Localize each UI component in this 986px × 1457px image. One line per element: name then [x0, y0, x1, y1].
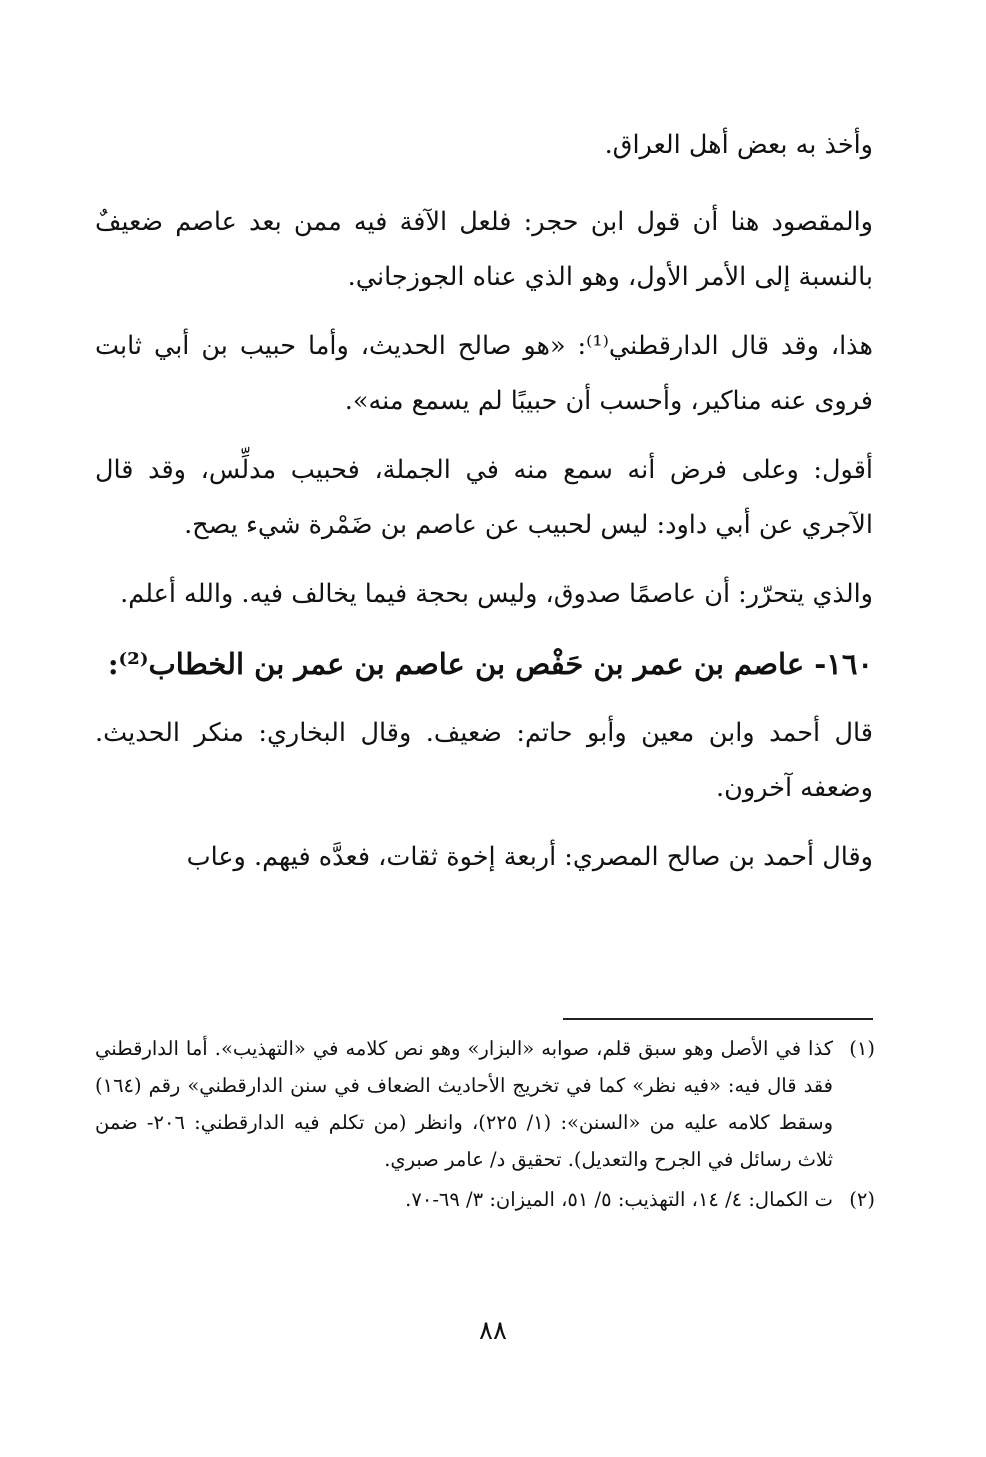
paragraph-7: وقال أحمد بن صالح المصري: أربعة إخوة ثقات، فعدَّه فيهم. وعاب [186, 842, 873, 872]
paragraph-1: وأخذ به بعض أهل العراق. [604, 130, 873, 160]
paragraph-4: أقول: وعلى فرض أنه سمع منه في الجملة، فحبيب مدلِّس، وقد قال الآجري عن أبي داود: ليس لحبيب عن عاصم بن ضَمْرة شيء يصح. [95, 455, 873, 540]
main-text [95, 118, 873, 899]
paragraph-5: والذي يتحرّر: أن عاصمًا صدوق، وليس بحجة فيما يخالف فيه. والله أعلم. [120, 579, 873, 609]
footnote-number: (١) [849, 1037, 875, 1060]
page-number: ٨٨ [479, 1316, 507, 1346]
entry-heading: ١٦٠- عاصم بن عمر بن حَفْص بن عاصم بن عمر بن الخطاب⁽²⁾: [107, 647, 873, 681]
footnotes [95, 1030, 875, 1221]
footnote-text: ت الكمال: ٤/ ١٤، التهذيب: ٥/ ٥١، الميزان: ٣/ ٦٩-٧٠. [405, 1188, 833, 1211]
paragraph-6: قال أحمد وابن معين وأبو حاتم: ضعيف. وقال البخاري: منكر الحديث. وضعفه آخرون. [95, 718, 873, 803]
footnote-separator [563, 1018, 873, 1020]
paragraph-3: هذا، وقد قال الدارقطني⁽¹⁾: «هو صالح الحديث، وأما حبيب بن أبي ثابت فروى عنه مناكير، وأحسب أن حبيبًا لم يسمع منه». [95, 331, 873, 416]
footnote-2 [95, 1181, 875, 1218]
footnote-1 [95, 1030, 875, 1178]
paragraph-2: والمقصود هنا أن قول ابن حجر: فلعل الآفة فيه ممن بعد عاصم ضعيفٌ بالنسبة إلى الأمر الأول، وهو الذي عناه الجوزجاني. [95, 207, 873, 292]
footnote-text: كذا في الأصل وهو سبق قلم، صوابه «البزار» وهو نص كلامه في «التهذيب». أما الدارقطني فقد قال فيه: «فيه نظر» كما في تخريج الأحاديث الضعاف في سنن الدارقطني» رقم (١٦٤) وسقط كلامه عليه من «السنن»: (١/ ٢٢٥)، وانظر (من تكلم فيه الدارقطني: ٢٠٦- ضمن ثلاث رسائل في الجرح والتعديل). تحقيق د/ عامر صبري. [95, 1037, 834, 1171]
footnote-number: (٢) [849, 1188, 875, 1211]
